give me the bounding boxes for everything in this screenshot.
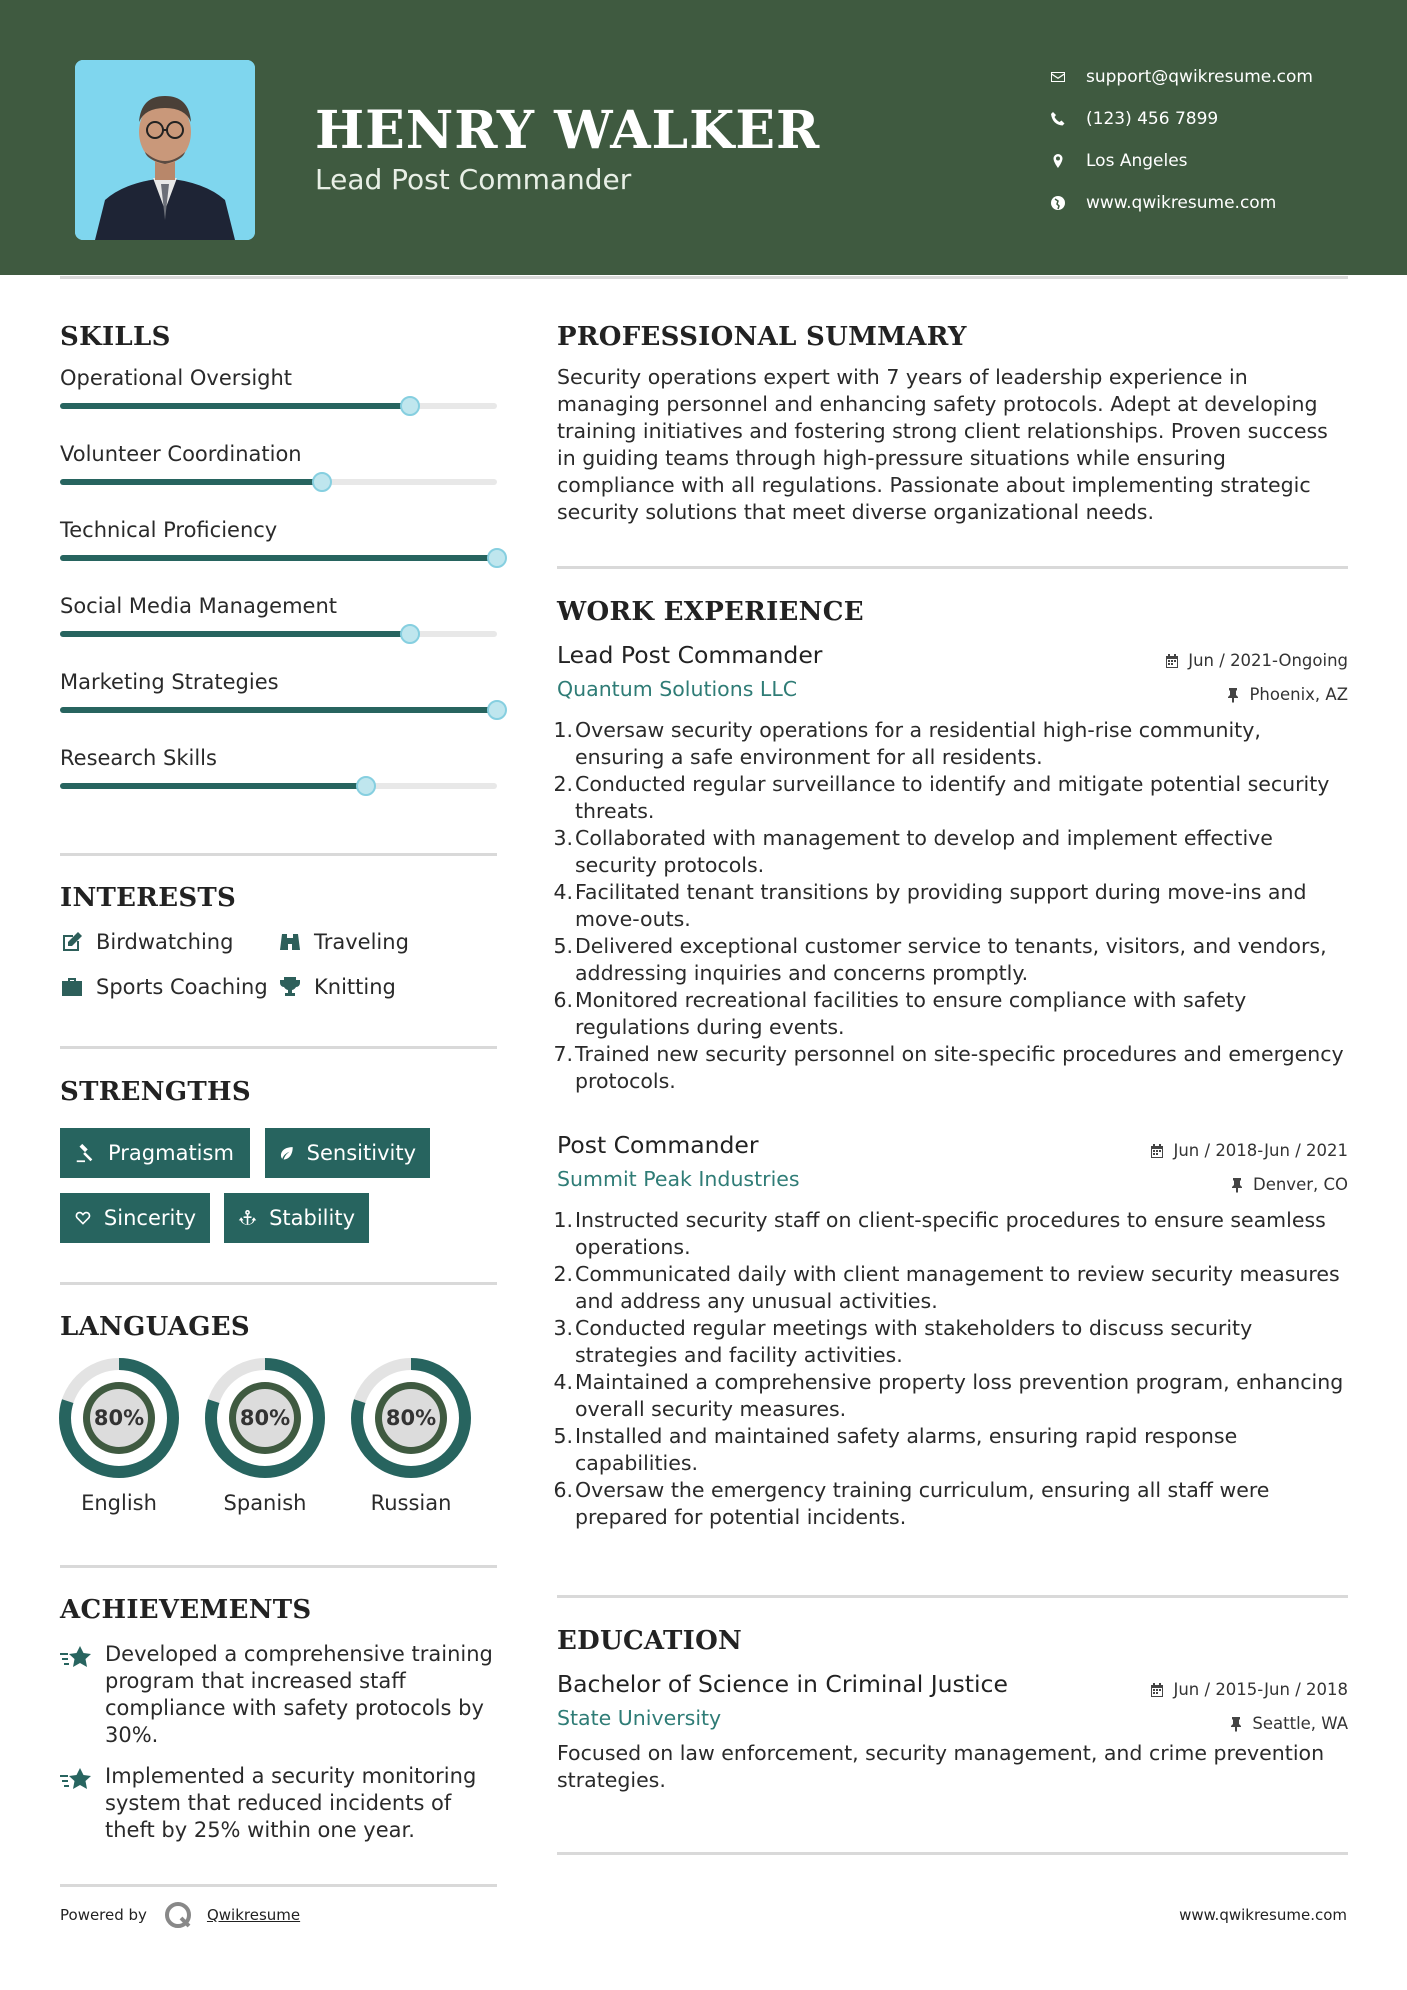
skill-bar-knob — [312, 472, 332, 492]
skill-bar-knob — [487, 548, 507, 568]
language-name: Spanish — [223, 1491, 307, 1515]
leaf-icon — [279, 1142, 295, 1164]
section-divider — [60, 853, 497, 856]
duty-item: 3. Collaborated with management to develop and implement effective security protocols. — [553, 826, 1273, 877]
interest-item: Sports Coaching — [60, 975, 268, 999]
footer-powered-by: Powered by Qwikresume — [60, 1900, 300, 1930]
candidate-role: Lead Post Commander — [315, 163, 632, 196]
job-entry — [553, 641, 1348, 1101]
skill-bar-fill — [60, 479, 322, 485]
skill-bar-knob — [400, 396, 420, 416]
language-item — [204, 1357, 326, 1515]
interests-list — [60, 926, 497, 1026]
duty-item: 3. Conducted regular meetings with stakeholders to discuss security strategies and facility activities. — [553, 1316, 1253, 1367]
skill-item: Volunteer Coordination — [60, 442, 497, 466]
skill-item: Operational Oversight — [60, 366, 497, 390]
skill-bar — [60, 631, 497, 637]
job-company: Summit Peak Industries — [557, 1167, 800, 1191]
skill-item: Social Media Management — [60, 594, 497, 618]
calendar-icon — [1149, 1143, 1165, 1159]
header-banner — [0, 0, 1407, 275]
summary-title: PROFESSIONAL SUMMARY — [557, 322, 967, 352]
briefcase-icon — [60, 975, 84, 999]
anchor-icon — [238, 1207, 257, 1229]
language-ring — [350, 1357, 472, 1479]
skill-bar — [60, 479, 497, 485]
pushpin-icon — [1225, 687, 1241, 703]
school-name: State University — [557, 1706, 722, 1730]
gavel-icon — [74, 1142, 96, 1164]
duty-item: 6. Oversaw the emergency training curriculum, ensuring all staff were prepared for potential incidents. — [553, 1478, 1270, 1529]
pencil-square-icon — [60, 930, 84, 954]
achievement-item: Developed a comprehensive training program that increased staff compliance with safety protocols by 30%. — [60, 1641, 497, 1749]
strengths-title: STRENGTHS — [60, 1077, 251, 1107]
contact-list — [1050, 56, 1313, 224]
envelope-icon — [1050, 69, 1086, 85]
map-pin-icon — [1050, 153, 1086, 169]
summary-text: Security operations expert with 7 years of leadership experience in managing personnel and enhancing safety protocols. Adept at developing training initiatives and fostering strong client relationships. Proven success in guiding teams through high-pressure situations while ensuring compliance with all regulations. Passionate about implementing strategic security solutions that meet diverse organizational needs. — [557, 365, 1328, 524]
skill-bar-fill — [60, 403, 410, 409]
section-divider — [60, 1046, 497, 1049]
job-location: Denver, CO — [1229, 1175, 1348, 1194]
section-divider — [60, 1884, 497, 1887]
achievement-item: Implemented a security monitoring system that reduced incidents of theft by 25% within one year. — [60, 1763, 497, 1844]
trophy-icon — [278, 975, 302, 999]
degree-title: Bachelor of Science in Criminal Justice — [557, 1670, 1008, 1698]
skill-item: Research Skills — [60, 746, 497, 770]
language-ring — [204, 1357, 326, 1479]
footer-brand-link[interactable]: Qwikresume — [206, 1906, 301, 1924]
duty-item: 4. Facilitated tenant transitions by providing support during move-ins and move-outs. — [553, 880, 1307, 931]
duty-item: 2. Conducted regular surveillance to identify and mitigate potential security threats. — [553, 772, 1330, 823]
section-divider — [557, 1852, 1348, 1855]
achievements-title-wrap — [60, 1595, 497, 1625]
skill-bar-fill — [60, 707, 497, 713]
languages-title-wrap — [60, 1312, 497, 1342]
languages-title: LANGUAGES — [60, 1312, 250, 1342]
skills-title: SKILLS — [60, 322, 171, 352]
pushpin-icon — [1228, 1716, 1244, 1732]
section-divider — [557, 1595, 1348, 1598]
skill-bar-knob — [487, 700, 507, 720]
star-icon — [60, 1641, 105, 1749]
duty-item: 6. Monitored recreational facilities to ensure compliance with safety regulations during events. — [553, 988, 1247, 1039]
phone-icon — [1050, 111, 1086, 127]
achievements-title: ACHIEVEMENTS — [60, 1595, 312, 1625]
education-dates: Jun / 2015-Jun / 2018 — [1149, 1680, 1348, 1699]
experience-title: WORK EXPERIENCE — [557, 597, 864, 627]
job-location: Phoenix, AZ — [1225, 685, 1348, 704]
star-icon — [60, 1763, 105, 1844]
skill-bar-fill — [60, 555, 497, 561]
calendar-icon — [1164, 653, 1180, 669]
skill-bar — [60, 403, 497, 409]
binoculars-icon — [278, 930, 302, 954]
language-item — [58, 1357, 180, 1515]
duty-item: 1. Oversaw security operations for a residential high-rise community, ensuring a safe environment for all residents. — [553, 718, 1261, 769]
job-duties — [553, 1207, 1348, 1531]
skill-bar-fill — [60, 783, 366, 789]
skill-item: Marketing Strategies — [60, 670, 497, 694]
skill-item: Technical Proficiency — [60, 518, 497, 542]
duty-item: 7. Trained new security personnel on site-specific procedures and emergency protocols. — [553, 1042, 1344, 1093]
footer-url[interactable]: www.qwikresume.com — [1179, 1906, 1347, 1924]
svg-text:80%: 80% — [385, 1406, 437, 1430]
section-divider — [60, 1282, 497, 1285]
skill-bar — [60, 555, 497, 561]
candidate-name: HENRY WALKER — [315, 100, 821, 161]
education-description: Focused on law enforcement, security management, and crime prevention strategies. — [557, 1741, 1325, 1792]
interest-item: Traveling — [278, 930, 409, 954]
section-divider — [557, 566, 1348, 569]
section-divider — [60, 1565, 497, 1568]
contact-email[interactable]: support@qwikresume.com — [1050, 56, 1313, 98]
job-title: Lead Post Commander — [557, 641, 823, 669]
strength-tag: Sensitivity — [265, 1128, 430, 1178]
education-entry — [557, 1670, 1348, 1810]
contact-location: Los Angeles — [1050, 140, 1313, 182]
education-title-wrap — [557, 1626, 1348, 1656]
interests-title: INTERESTS — [60, 883, 237, 913]
skill-bar — [60, 707, 497, 713]
contact-phone[interactable]: (123) 456 7899 — [1050, 98, 1313, 140]
job-title: Post Commander — [557, 1131, 759, 1159]
header-divider — [60, 276, 1348, 279]
contact-website[interactable]: www.qwikresume.com — [1050, 182, 1313, 224]
skills-list — [60, 366, 497, 826]
strength-tag: Sincerity — [60, 1193, 210, 1243]
experience-title-wrap — [557, 597, 1348, 627]
language-name: English — [81, 1491, 157, 1515]
svg-text:80%: 80% — [239, 1406, 291, 1430]
achievements-list — [60, 1641, 497, 1841]
interest-item: Knitting — [278, 975, 396, 999]
summary-section — [557, 322, 1348, 526]
education-location: Seattle, WA — [1228, 1714, 1348, 1733]
skills-section — [60, 322, 497, 352]
job-dates: Jun / 2018-Jun / 2021 — [1149, 1141, 1348, 1160]
job-entry — [553, 1131, 1348, 1551]
duty-item: 2. Communicated daily with client management to review security measures and address any unusual activities. — [553, 1262, 1340, 1313]
skill-bar-knob — [400, 624, 420, 644]
language-name: Russian — [370, 1491, 452, 1515]
duty-item: 5. Delivered exceptional customer service to tenants, visitors, and vendors, addressing inquiries and concerns promptly. — [553, 934, 1327, 985]
job-duties — [553, 717, 1348, 1095]
job-dates: Jun / 2021-Ongoing — [1164, 651, 1348, 670]
qwikresume-logo-icon — [163, 1900, 193, 1930]
strength-tag: Pragmatism — [60, 1128, 250, 1178]
skill-bar — [60, 783, 497, 789]
svg-text:80%: 80% — [93, 1406, 145, 1430]
strength-tag: Stability — [224, 1193, 369, 1243]
duty-item: 5. Installed and maintained safety alarms, ensuring rapid response capabilities. — [553, 1424, 1238, 1475]
pushpin-icon — [1229, 1177, 1245, 1193]
heart-icon — [74, 1207, 92, 1229]
profile-photo — [75, 60, 255, 240]
job-company: Quantum Solutions LLC — [557, 677, 798, 701]
interests-title-wrap — [60, 883, 497, 913]
strengths-title-wrap — [60, 1077, 497, 1107]
language-ring — [58, 1357, 180, 1479]
education-title: EDUCATION — [557, 1626, 743, 1656]
skill-bar-knob — [356, 776, 376, 796]
calendar-icon — [1149, 1682, 1165, 1698]
duty-item: 1. Instructed security staff on client-specific procedures to ensure seamless operations. — [553, 1208, 1326, 1259]
globe-icon — [1050, 195, 1086, 211]
language-item — [350, 1357, 472, 1515]
duty-item: 4. Maintained a comprehensive property loss prevention program, enhancing overall security measures. — [553, 1370, 1344, 1421]
skill-bar-fill — [60, 631, 410, 637]
interest-item: Birdwatching — [60, 930, 233, 954]
